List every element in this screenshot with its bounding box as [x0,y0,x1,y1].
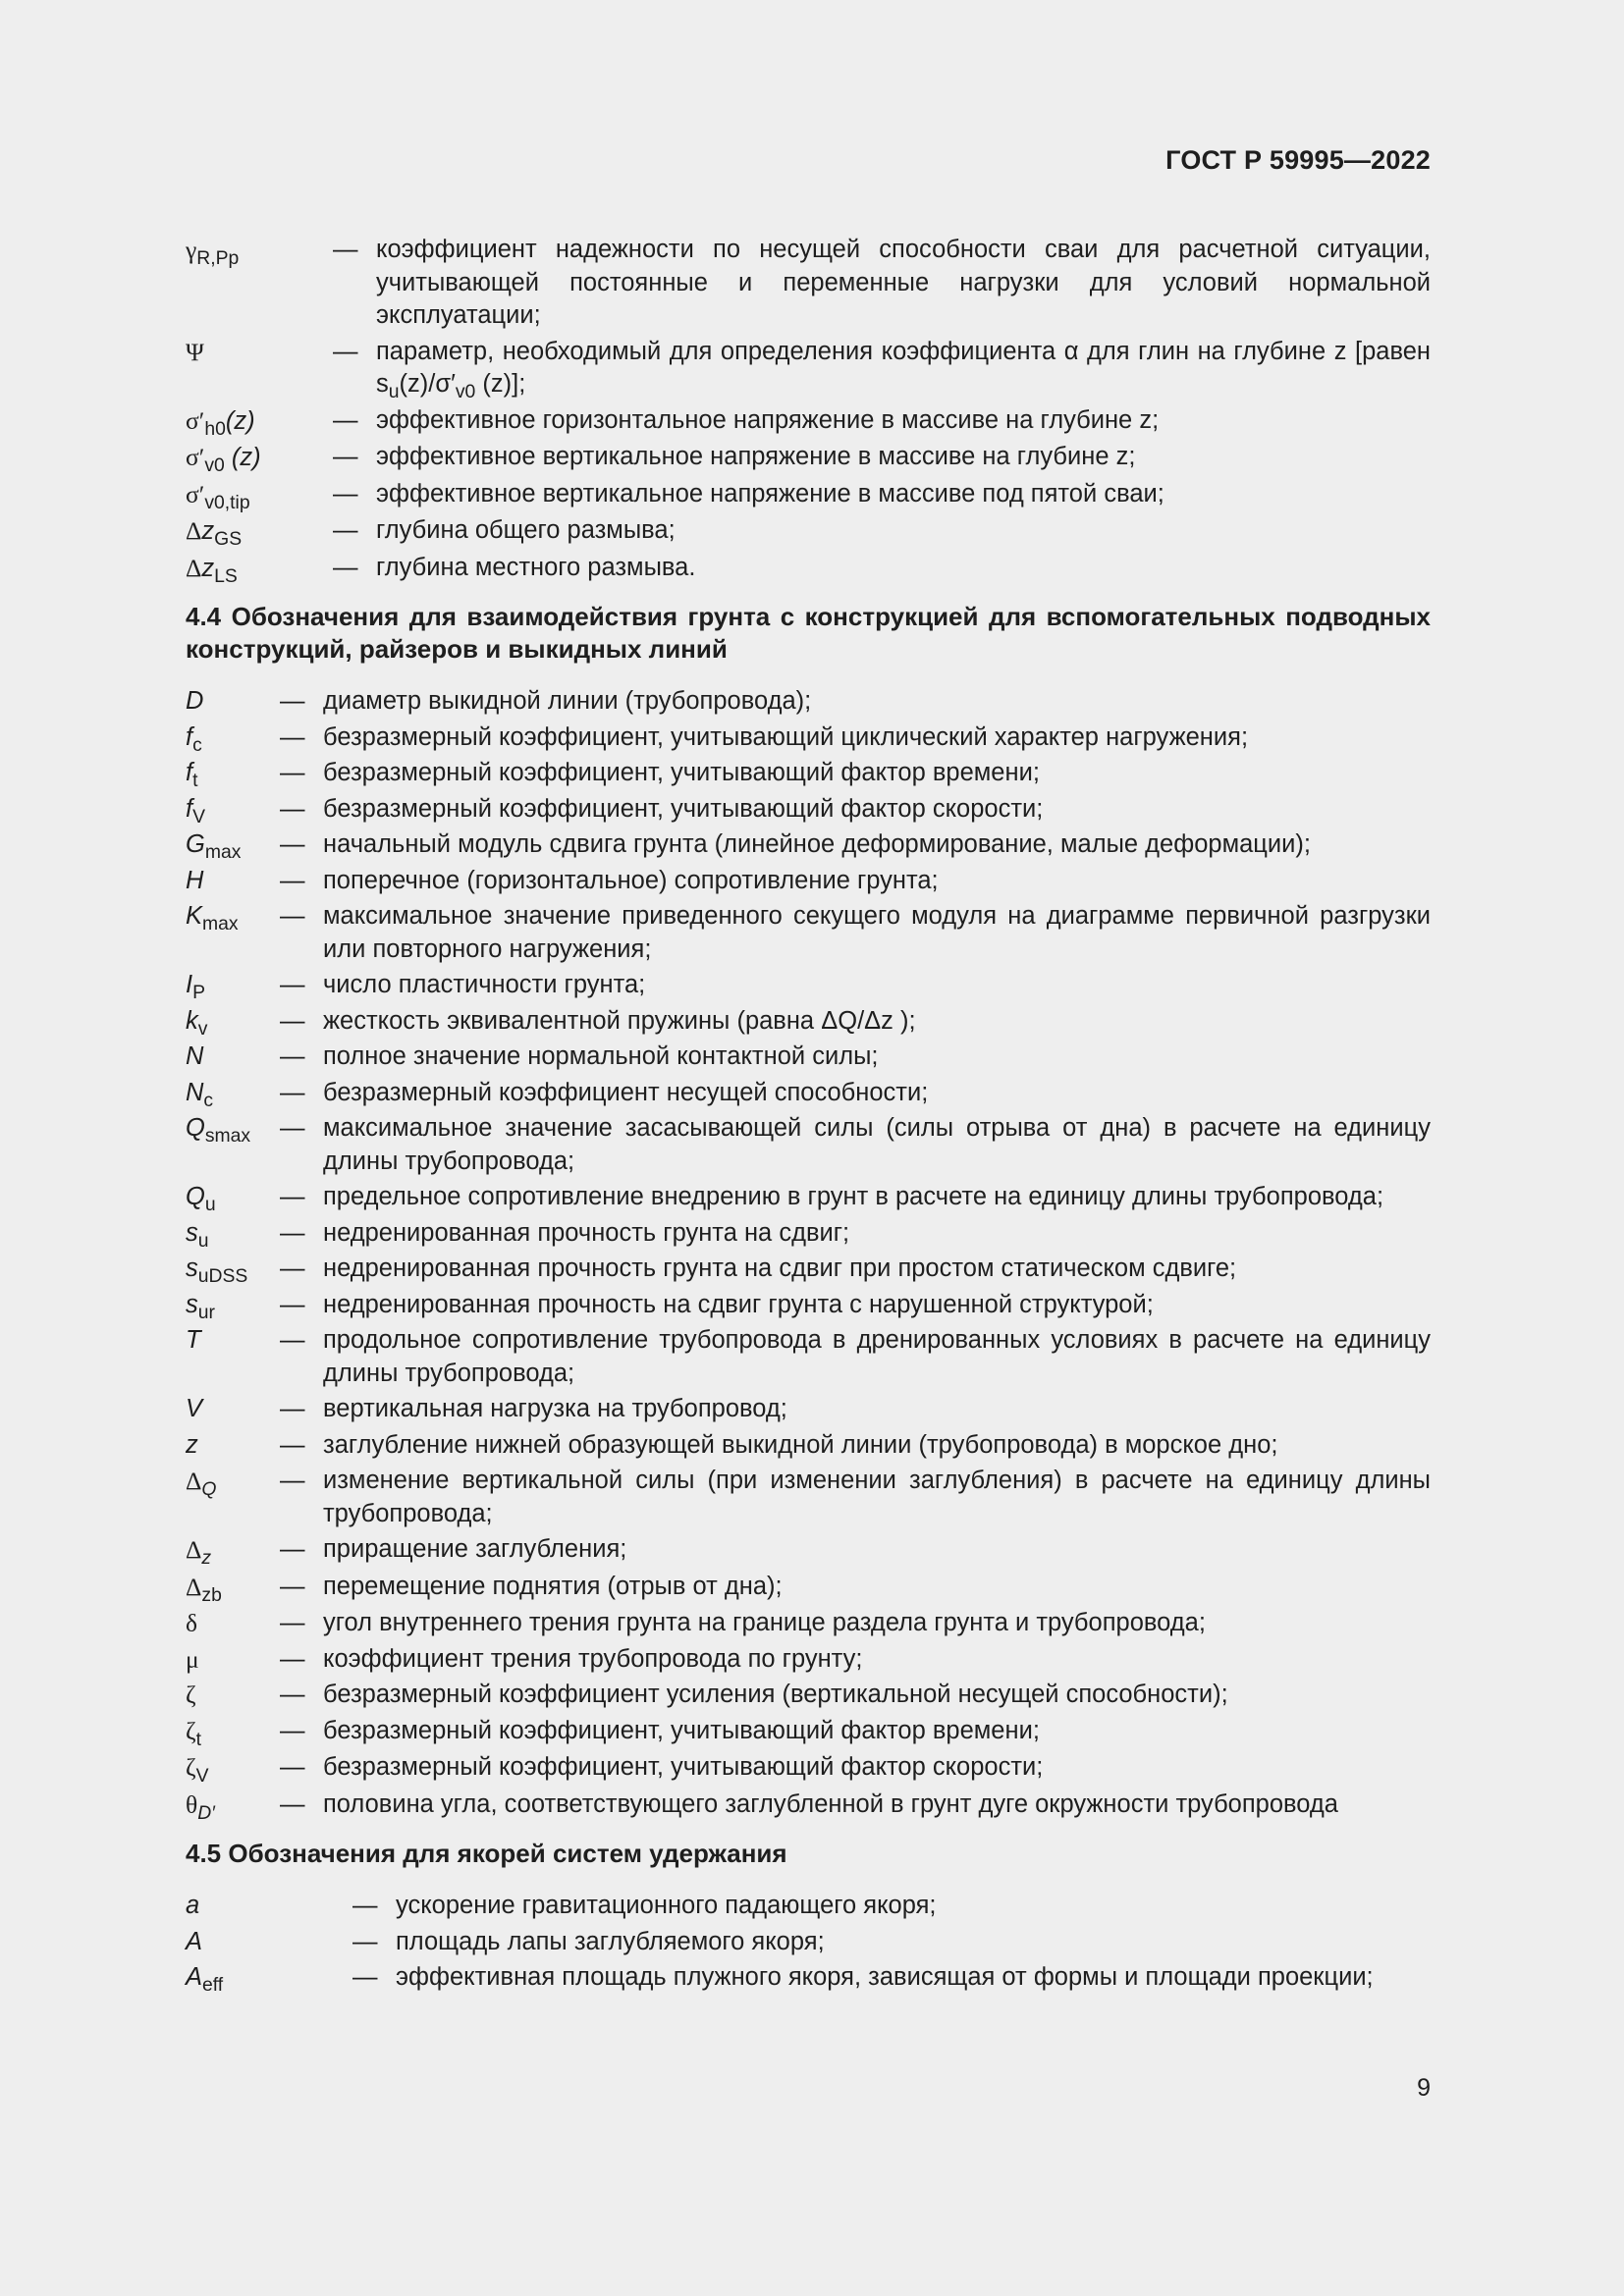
definition: изменение вертикальной силы (при изменении заглубления) в расчете на единицу длины трубопровода; [323,1467,1431,1527]
dash: — [280,1290,305,1318]
dash: — [280,794,305,823]
list-item [186,1005,1431,1039]
dash: — [280,1326,305,1354]
definition: полное значение нормальной контактной силы; [323,1042,879,1070]
symbol: μ [186,1644,199,1674]
list-item [186,793,1431,827]
dash: — [333,516,358,544]
definition: диаметр выкидной линии (трубопровода); [323,687,812,715]
list-item [186,1751,1431,1786]
definition: начальный модуль сдвига грунта (линейное деформирование, малые деформации); [323,830,1311,858]
symbol: $\Delta z_{GS}$ [186,516,243,550]
list-item [186,757,1431,790]
document-header: ГОСТ Р 59995—2022 [1165,145,1431,175]
symbol: a [186,1892,200,1919]
definition: параметр, необходимый для определения коэффициента α для глин на глубине z [равен $s_u(z)/\sigma'_{v0}$ (z)]; [376,337,1431,402]
list-item [186,900,1431,966]
list-item [186,1465,1431,1530]
list-item [186,404,1431,439]
definition: безразмерный коэффициент усиления (вертикальной несущей способности); [323,1681,1228,1708]
dash: — [280,1183,305,1210]
dash: — [280,1644,305,1673]
list-item [186,514,1431,549]
definition: безразмерный коэффициент, учитывающий фактор скорости; [323,1753,1044,1781]
definition: коэффициент трения трубопровода по грунту; [323,1644,863,1673]
symbol: $\theta_{D'}$ [186,1789,215,1824]
list-item [186,1607,1431,1640]
symbol: $A_{eff}$ [186,1963,224,1996]
dash: — [333,337,358,365]
list-item [186,1181,1431,1214]
dash: — [280,687,305,715]
symbol-list-anchors [186,1890,1431,1995]
list-item [186,865,1431,898]
symbol: N [186,1042,204,1070]
definition: угол внутреннего трения грунта на границе раздела грунта и трубопровода; [323,1609,1206,1636]
dash: — [280,1255,305,1282]
definition: эффективное горизонтальное напряжение в массиве на глубине z; [376,405,1160,434]
list-item [186,1253,1431,1286]
dash: — [280,1430,305,1459]
dash: — [333,479,358,507]
symbol: $K_{max}$ [186,902,239,934]
definition: недренированная прочность на сдвиг грунта с нарушенной структурой; [323,1290,1154,1318]
list-item [186,1679,1431,1712]
section-title-4-4: 4.4 Обозначения для взаимодействия грунта с конструкцией для вспомогательных подводных конструкций, райзеров и выкидных линий [186,602,1431,664]
symbol-list-piles [186,234,1431,585]
definition: недренированная прочность грунта на сдвиг; [323,1218,850,1247]
definition: жесткость эквивалентной пружины (равна ΔQ/Δz ); [323,1006,916,1035]
dash: — [352,1892,378,1919]
definition: поперечное (горизонтальное) сопротивление грунта; [323,866,939,894]
symbol: $\Delta z_{LS}$ [186,553,238,587]
symbol: $s_{ur}$ [186,1290,215,1323]
definition: заглубление нижней образующей выкидной линии (трубопровода) в морское дно; [323,1430,1278,1459]
section-title-4-5: 4.5 Обозначения для якорей систем удержания [186,1839,787,1868]
symbol-list-pipelines [186,685,1431,1822]
symbol: $\gamma_{R,Pp}$ [186,236,240,269]
symbol: $Q_u$ [186,1183,216,1215]
symbol: Ψ [186,337,204,366]
symbol: δ [186,1609,198,1637]
dash: — [333,405,358,434]
definition: продольное сопротивление трубопровода в дренированных условиях в расчете на единицу длины трубопровода; [323,1326,1431,1387]
list-item [186,1393,1431,1426]
symbol: $f_t$ [186,759,198,791]
list-item [186,552,1431,586]
list-item [186,969,1431,1002]
definition: максимальное значение засасывающей силы (силы отрыва от дна) в расчете на единицу длины трубопровода; [323,1114,1431,1175]
dash: — [333,443,358,470]
symbol: $\sigma'_{v0,tip}$ [186,479,250,513]
dash: — [352,1963,378,1991]
definition: ускорение гравитационного падающего якоря; [396,1892,937,1919]
dash: — [280,1789,305,1818]
symbol: H [186,866,204,894]
symbol: $\sigma'_{h0}(z)$ [186,405,255,440]
symbol: D [186,687,204,715]
dash: — [280,1609,305,1636]
dash: — [280,722,305,751]
dash: — [352,1927,378,1955]
dash: — [280,1114,305,1142]
list-item [186,1715,1431,1749]
definition: эффективная площадь плужного якоря, зависящая от формы и площади проекции; [396,1963,1374,1991]
definition: приращение заглубления; [323,1535,627,1563]
definition: безразмерный коэффициент, учитывающий циклический характер нагружения; [323,722,1249,751]
symbol: $\zeta_t$ [186,1716,201,1750]
definition: эффективное вертикальное напряжение в массиве под пятой сваи; [376,479,1164,507]
dash: — [280,1042,305,1070]
symbol: $\sigma'_{v0}$ (z) [186,443,261,476]
page-number: 9 [1417,2074,1431,2102]
definition: недренированная прочность грунта на сдвиг при простом статическом сдвиге; [323,1255,1237,1282]
definition: безразмерный коэффициент, учитывающий фактор времени; [323,759,1040,786]
dash: — [280,971,305,998]
definition: число пластичности грунта; [323,971,646,998]
list-item [186,1429,1431,1463]
list-item [186,1789,1431,1823]
list-item [186,1041,1431,1074]
symbol: A [186,1927,203,1955]
list-item [186,1961,1431,1995]
list-item [186,1643,1431,1677]
definition: глубина местного размыва. [376,553,696,581]
list-item [186,828,1431,862]
symbol: ζ [186,1681,196,1709]
dash: — [280,759,305,786]
definition: безразмерный коэффициент, учитывающий фактор скорости; [323,794,1044,823]
definition: вертикальная нагрузка на трубопровод; [323,1395,787,1422]
dash: — [280,1395,305,1422]
symbol: $s_u$ [186,1218,209,1252]
list-item [186,234,1431,333]
definition: коэффициент надежности по несущей способности сваи для расчетной ситуации, учитывающей постоянные и переменные нагрузки для условий нормальной эксплуатации; [376,236,1431,329]
dash: — [280,1681,305,1708]
list-item [186,1289,1431,1322]
list-item [186,1217,1431,1251]
symbol: $\Delta_{zb}$ [186,1572,222,1606]
dash: — [280,1572,305,1600]
symbol: $\Delta_Q$ [186,1467,217,1500]
symbol: V [186,1395,203,1422]
list-item [186,1112,1431,1178]
dash: — [280,902,305,930]
definition: половина угла, соответствующего заглубленной в грунт дуге окружности трубопровода [323,1789,1338,1818]
dash: — [280,1467,305,1494]
symbol: $\Delta_z$ [186,1535,212,1569]
definition: максимальное значение приведенного секущего модуля на диаграмме первичной разгрузки или повторного нагружения; [323,902,1431,963]
definition: глубина общего размыва; [376,516,676,544]
dash: — [280,1535,305,1563]
list-item [186,1890,1431,1923]
dash: — [280,1006,305,1035]
dash: — [280,866,305,894]
symbol: $Q_{smax}$ [186,1114,251,1147]
dash: — [280,1078,305,1106]
dash: — [280,830,305,858]
list-item [186,336,1431,401]
list-item [186,1077,1431,1110]
list-item [186,1533,1431,1568]
list-item [186,721,1431,755]
symbol: $f_c$ [186,722,202,756]
symbol: $f_V$ [186,794,206,828]
definition: перемещение поднятия (отрыв от дна); [323,1572,783,1600]
symbol: $\zeta_V$ [186,1753,209,1787]
definition: предельное сопротивление внедрению в грунт в расчете на единицу длины трубопровода; [323,1183,1384,1210]
symbol: $N_c$ [186,1078,214,1111]
list-item [186,478,1431,512]
content [186,234,1431,1998]
symbol: z [186,1430,198,1459]
definition: безразмерный коэффициент несущей способности; [323,1078,929,1106]
definition: площадь лапы заглубляемого якоря; [396,1927,825,1955]
list-item [186,1324,1431,1390]
list-item [186,1926,1431,1959]
list-item [186,441,1431,475]
definition: эффективное вертикальное напряжение в массиве на глубине z; [376,443,1136,470]
dash: — [280,1753,305,1781]
symbol: $k_v$ [186,1006,208,1040]
symbol: $I_P$ [186,971,206,1003]
symbol: T [186,1326,201,1354]
dash: — [333,236,358,263]
dash: — [280,1716,305,1744]
list-item [186,685,1431,719]
dash: — [333,553,358,581]
definition: безразмерный коэффициент, учитывающий фактор времени; [323,1716,1040,1744]
symbol: $G_{max}$ [186,830,242,863]
dash: — [280,1218,305,1247]
list-item [186,1571,1431,1605]
symbol: $s_{uDSS}$ [186,1255,248,1287]
